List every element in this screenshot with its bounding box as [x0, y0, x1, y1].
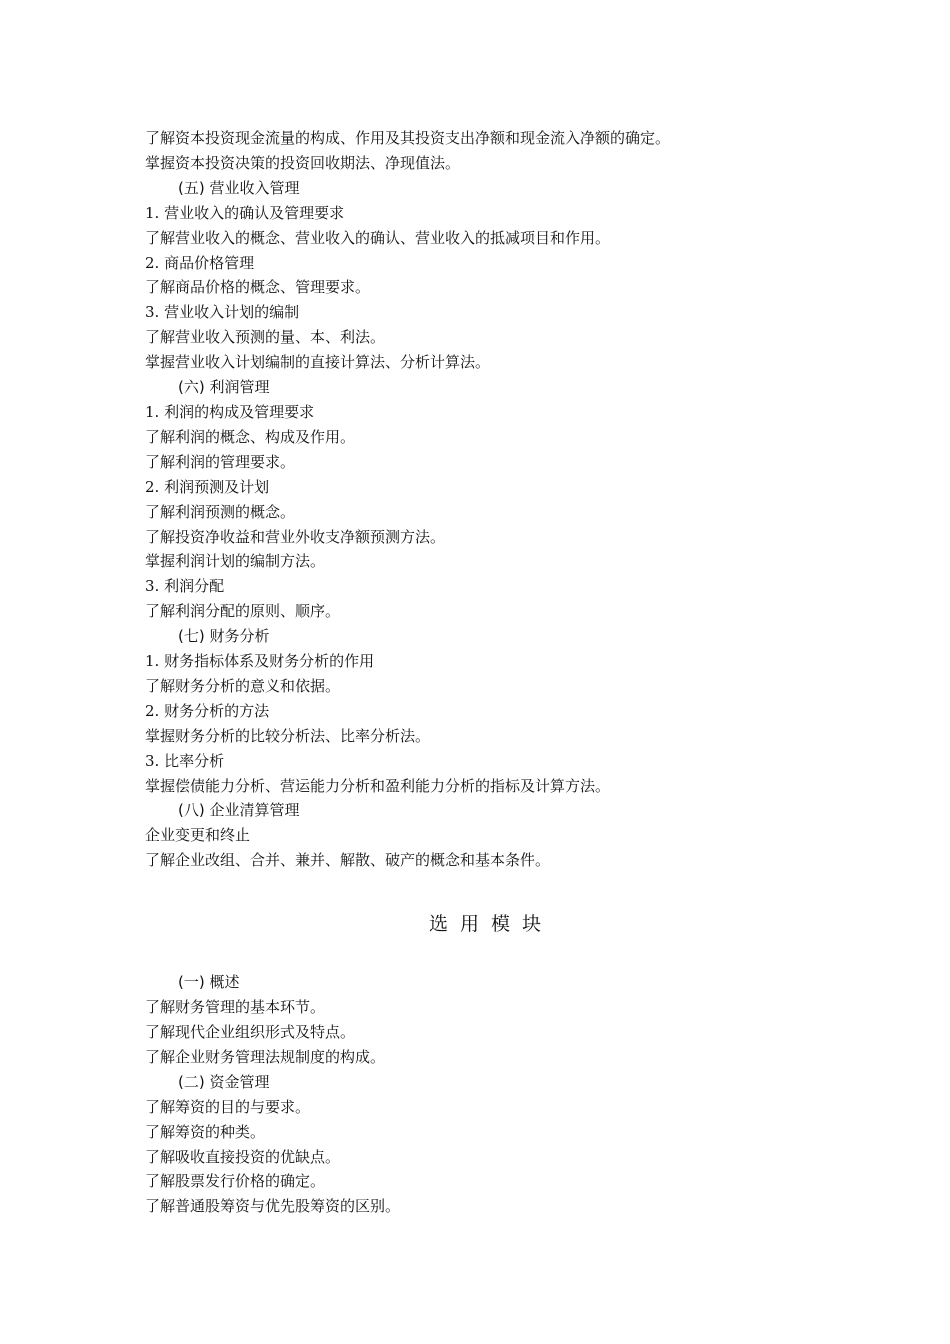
text-line: 了解利润的概念、构成及作用。 — [145, 427, 356, 446]
text-line: 了解企业改组、合并、兼并、解散、破产的概念和基本条件。 — [145, 851, 551, 870]
text-line: 了解普通股筹资与优先股筹资的区别。 — [145, 1197, 401, 1216]
text-line: 了解财务分析的意义和依据。 — [145, 676, 341, 695]
text-line: 了解利润分配的原则、顺序。 — [145, 602, 341, 621]
section-heading: (六) 利润管理 — [178, 378, 270, 397]
text-line: 了解企业财务管理法规制度的构成。 — [145, 1047, 386, 1066]
text-line: 3. 比率分析 — [145, 751, 225, 770]
section-heading: (二) 资金管理 — [178, 1072, 270, 1091]
required-module-content — [145, 126, 825, 873]
section-heading: (一) 概述 — [178, 973, 240, 992]
text-line: 掌握财务分析的比较分析法、比率分析法。 — [145, 726, 431, 745]
section-heading: (七) 财务分析 — [178, 627, 270, 646]
text-line: 了解现代企业组织形式及特点。 — [145, 1023, 356, 1041]
text-line: 2. 利润预测及计划 — [145, 477, 270, 496]
text-line: 3. 营业收入计划的编制 — [145, 303, 300, 322]
section-heading: (八) 企业清算管理 — [178, 801, 300, 820]
text-line: 掌握营业收入计划编制的直接计算法、分析计算法。 — [145, 353, 491, 372]
text-line: 了解筹资的种类。 — [145, 1122, 266, 1141]
text-line: 了解资本投资现金流量的构成、作用及其投资支出净额和现金流入净额的确定。 — [145, 129, 671, 147]
text-line: 掌握资本投资决策的投资回收期法、净现值法。 — [145, 153, 461, 172]
text-line: 了解财务管理的基本环节。 — [145, 998, 326, 1017]
text-line: 3. 利润分配 — [145, 577, 225, 596]
text-line: 掌握偿债能力分析、营运能力分析和盈利能力分析的指标及计算方法。 — [145, 776, 611, 795]
text-line: 了解股票发行价格的确定。 — [145, 1172, 326, 1191]
sub-heading: 企业变更和终止 — [145, 826, 251, 845]
text-line: 1. 利润的构成及管理要求 — [145, 402, 315, 421]
text-line: 1. 营业收入的确认及管理要求 — [145, 203, 345, 222]
text-line: 了解商品价格的概念、管理要求。 — [145, 278, 371, 297]
text-line: 掌握利润计划的编制方法。 — [145, 552, 326, 571]
text-line: 了解利润的管理要求。 — [145, 452, 296, 471]
text-line: 了解吸收直接投资的优缺点。 — [145, 1147, 341, 1166]
text-line: 了解利润预测的概念。 — [145, 502, 296, 521]
section-title: 选用模块 — [428, 913, 553, 936]
elective-module-content — [145, 970, 825, 1219]
text-line: 了解筹资的目的与要求。 — [145, 1097, 311, 1116]
text-line: 了解营业收入的概念、营业收入的确认、营业收入的抵减项目和作用。 — [145, 228, 611, 247]
text-line: 1. 财务指标体系及财务分析的作用 — [145, 652, 375, 671]
text-line: 了解投资净收益和营业外收支净额预测方法。 — [145, 527, 446, 546]
text-line: 2. 商品价格管理 — [145, 253, 255, 272]
text-line: 了解营业收入预测的量、本、利法。 — [145, 328, 386, 347]
document-page — [145, 126, 825, 1219]
section-heading: (五) 营业收入管理 — [178, 178, 300, 197]
text-line: 2. 财务分析的方法 — [145, 701, 270, 720]
